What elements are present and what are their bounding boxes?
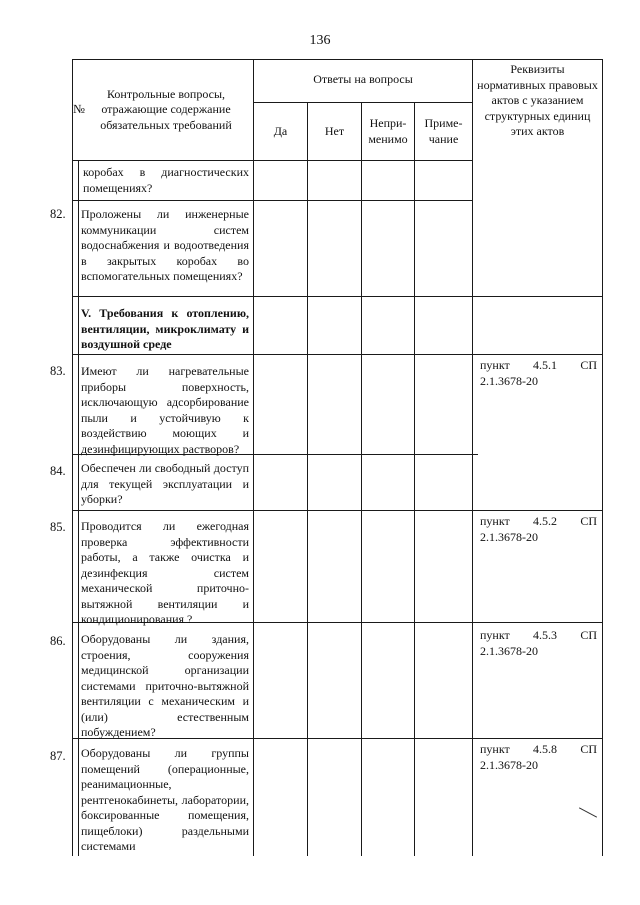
row-question: Оборудованы ли здания, строения, сооружения медицинской организации системами приточно-вытяжной вентиляции с механическим и (или) естественным побуждением? xyxy=(81,632,249,739)
row-number: 86. xyxy=(50,634,66,648)
ref-word: пункт xyxy=(480,514,510,528)
row-question: Проложены ли инженерные коммуникации систем водоснабжения и водоотведения в закрытых коробах во вспомогательных помещениях? xyxy=(81,207,249,283)
ref-clause: 4.5.2 xyxy=(533,514,558,528)
ref-clause: 4.5.3 xyxy=(533,628,558,642)
header-answers: Ответы на вопросы xyxy=(313,72,413,87)
header-yes: Да xyxy=(273,123,288,138)
row-question: Обеспечен ли свободный доступ для текущей эксплуатации и уборки? xyxy=(81,461,249,506)
scan-artifact-mark xyxy=(579,807,597,817)
header-questions: Контрольные вопросы, отражающие содержание обязательных требований xyxy=(100,86,232,132)
row-number: 87. xyxy=(50,749,66,763)
row-number: 84. xyxy=(50,464,66,478)
header-num-label xyxy=(40,60,80,160)
header-bottom-border xyxy=(72,160,472,161)
column-divider-na xyxy=(414,102,415,856)
row-reference xyxy=(480,742,597,773)
row-reference xyxy=(480,628,597,659)
section-heading: V. Требования к отоплению, вентиляции, микроклимату и воздушной среде xyxy=(81,306,249,351)
row-question: Оборудованы ли группы помещений (операционные, реанимационные, рентгенокабинеты, лаборатории, боксированные помещения, пищеблоки) раздельными системами xyxy=(81,746,249,853)
ref-code: СП xyxy=(580,514,597,528)
row-question: Проводится ли ежегодная проверка эффективности работы, а также очистка и дезинфекция систем механической приточно-вытяжной вентиляции и кондиционирования ? xyxy=(81,519,249,626)
column-divider-note xyxy=(472,59,473,856)
column-divider-num xyxy=(78,160,79,856)
row-reference xyxy=(480,358,597,389)
ref-word: пункт xyxy=(480,358,510,372)
ref-number: 2.1.3678-20 xyxy=(480,643,538,658)
row-divider xyxy=(72,510,602,511)
row-divider xyxy=(72,200,472,201)
row-reference xyxy=(480,514,597,545)
ref-number: 2.1.3678-20 xyxy=(480,529,538,544)
column-divider-question xyxy=(253,59,254,856)
ref-code: СП xyxy=(580,628,597,642)
row-divider xyxy=(72,354,602,355)
header-references: Реквизиты нормативных правовых актов с указанием структурных единиц этих актов xyxy=(477,62,598,138)
row-divider xyxy=(72,296,602,297)
ref-word: пункт xyxy=(480,742,510,756)
row-number: 85. xyxy=(50,520,66,534)
row-question: коробах в диагностических помещениях? xyxy=(83,165,249,195)
ref-number: 2.1.3678-20 xyxy=(480,373,538,388)
row-question: Имеют ли нагревательные приборы поверхность, исключающую адсорбирование пыли и устойчивую к воздействию моющих и дезинфицирующих растворов? xyxy=(81,364,249,456)
row-number: 82. xyxy=(50,207,66,221)
page-number: 136 xyxy=(309,33,331,48)
ref-clause: 4.5.8 xyxy=(533,742,558,756)
ref-clause: 4.5.1 xyxy=(533,358,558,372)
table-border-right xyxy=(602,59,603,856)
ref-word: пункт xyxy=(480,628,510,642)
ref-code: СП xyxy=(580,742,597,756)
header-not-applicable: Непри-менимо xyxy=(368,116,408,146)
header-note: Приме-чание xyxy=(424,116,463,146)
row-number: 83. xyxy=(50,364,66,378)
ref-code: СП xyxy=(580,358,597,372)
header-no: Нет xyxy=(324,123,345,138)
column-divider-yes xyxy=(307,102,308,856)
table-border-left xyxy=(72,59,73,856)
ref-number: 2.1.3678-20 xyxy=(480,757,538,772)
column-divider-no xyxy=(361,102,362,856)
